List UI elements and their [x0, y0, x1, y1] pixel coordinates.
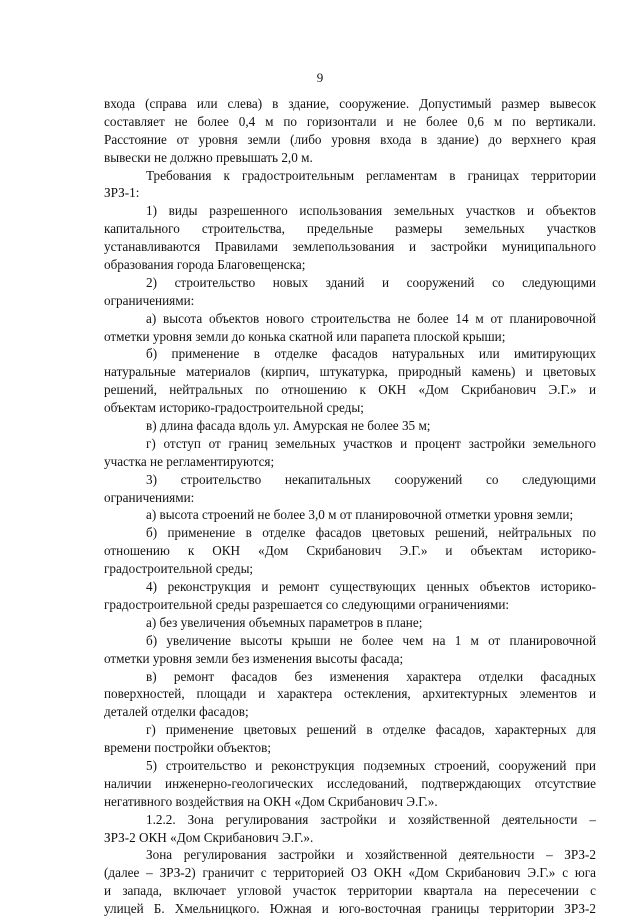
text-line: отметки уровня земли без изменения высоты фасада; [104, 650, 404, 666]
text-line: градостроительной среды; [104, 561, 254, 577]
text-line: 4) реконструкция и ремонт существующих ценных объектов историко- [146, 579, 596, 595]
text-line: г) отступ от границ земельных участков и процент застройки земельного [146, 435, 596, 451]
text-line: б) увеличение высоты крыши не более чем на 1 м от планировочной [146, 632, 596, 648]
text-line: участка не регламентируются; [104, 453, 275, 469]
text-line: б) применение в отделке фасадов цветовых решений, нейтральных по [146, 525, 596, 541]
text-line: Зона регулирования застройки и хозяйственной деятельности – ЗРЗ-2 [146, 847, 596, 863]
text-line: ЗРЗ-2 ОКН «Дом Скрибанович Э.Г.». [104, 829, 314, 845]
text-line: (далее – ЗРЗ-2) граничит с территорией ОЗ ОКН «Дом Скрибанович Э.Г.» с юга [104, 865, 596, 881]
text-line: решений, нейтральных по отношению к ОКН «Дом Скрибанович Э.Г.» и [104, 382, 596, 398]
text-line: улицей Б. Хмельницкого. Южная и юго-восточная границы территории ЗРЗ-2 [104, 901, 596, 917]
text-line: составляет не более 0,4 м по горизонтали и не более 0,6 м по вертикали. [104, 113, 596, 129]
text-line: 1) виды разрешенного использования земельных участков и объектов [146, 203, 596, 219]
text-line: 5) строительство и реконструкция подземных строений, сооружений при [146, 757, 596, 773]
text-line: в) ремонт фасадов без изменения характера отделки фасадных [146, 668, 596, 684]
text-line: времени постройки объектов; [104, 740, 272, 756]
text-line: б) применение в отделке фасадов натуральных или имитирующих [146, 346, 596, 362]
text-line: ограничениями: [104, 292, 195, 308]
text-line: Расстояние от уровня земли (либо уровня входа в здание) до верхнего края [104, 131, 596, 147]
text-line: ограничениями: [104, 489, 195, 505]
text-line: и запада, включает угловой участок территории квартала на пересечении с [104, 883, 596, 899]
text-line: 2) строительство новых зданий и сооружений со следующими [146, 274, 596, 290]
text-line: г) применение цветовых решений в отделке фасадов, характерных для [146, 722, 596, 738]
text-line: входа (справа или слева) в здание, сооружение. Допустимый размер вывесок [104, 96, 596, 111]
text-line: отношению к ОКН «Дом Скрибанович Э.Г.» и объектам историко- [104, 543, 596, 559]
text-line: объектам историко-градостроительной среды; [104, 400, 364, 416]
text-line: образования города Благовещенска; [104, 257, 306, 273]
text-line: деталей отделки фасадов; [104, 704, 249, 720]
document-body [104, 95, 596, 918]
text-line: натуральные материалов (кирпич, штукатурка, природный камень) и цветовых [104, 364, 596, 380]
text-line: негативного воздействия на ОКН «Дом Скрибанович Э.Г.». [104, 793, 438, 809]
text-line: Требования к градостроительным регламентам в границах территории [146, 167, 596, 183]
text-line: градостроительной среды разрешается со следующими ограничениями: [104, 596, 510, 612]
text-line: поверхностей, площади и характера остекления, архитектурных элементов и [104, 686, 596, 702]
text-line: а) без увеличения объемных параметров в плане; [146, 614, 423, 630]
text-line: а) высота объектов нового строительства не более 14 м от планировочной [146, 310, 596, 326]
text-line: наличии инженерно-геологических исследований, подтверждающих отсутствие [104, 775, 596, 791]
text-line: а) высота строений не более 3,0 м от планировочной отметки уровня земли; [146, 507, 574, 523]
text-line: вывески не должно превышать 2,0 м. [104, 149, 313, 165]
text-line: 1.2.2. Зона регулирования застройки и хозяйственной деятельности – [146, 811, 596, 827]
text-line: ЗРЗ-1: [104, 185, 140, 201]
page-number: 9 [316, 70, 324, 85]
text-line: устанавливаются Правилами землепользования и застройки муниципального [104, 239, 596, 255]
text-line: в) длина фасада вдоль ул. Амурская не более 35 м; [146, 418, 431, 434]
text-line: 3) строительство некапитальных сооружений со следующими [146, 471, 596, 487]
text-line: капитального строительства, предельные размеры земельных участков [104, 221, 596, 237]
text-line: отметки уровня земли до конька скатной или парапета плоской крыши; [104, 328, 506, 344]
